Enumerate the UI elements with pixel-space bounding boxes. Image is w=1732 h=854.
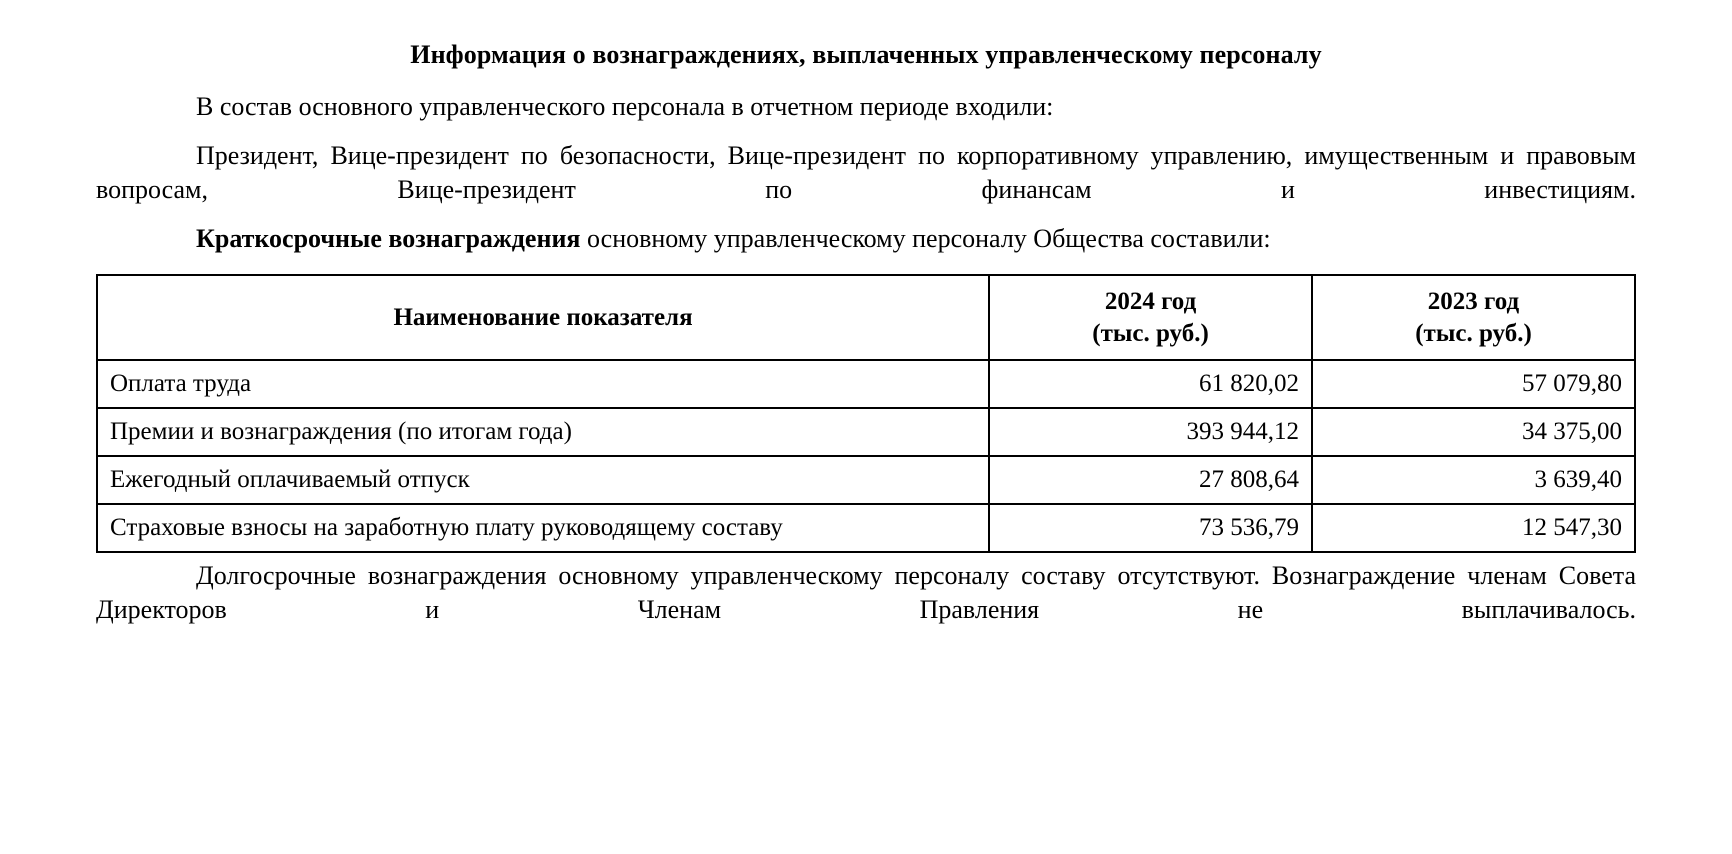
column-header-indicator: Наименование показателя — [97, 275, 989, 360]
short-term-text: основному управленческому персоналу Общества составили: — [580, 223, 1271, 253]
row-value-2024: 61 820,02 — [989, 360, 1312, 408]
table-header-row — [97, 275, 1635, 360]
table-row — [97, 360, 1635, 408]
page-title: Информация о вознаграждениях, выплаченных управленческому персоналу — [410, 40, 1322, 69]
row-value-2023: 57 079,80 — [1312, 360, 1635, 408]
footer-note-paragraph: Долгосрочные вознаграждения основному управленческому персоналу составу отсутствуют. Вознаграждение членам Совета Директоров и Членам Правления не выплачивалось. — [96, 560, 1636, 625]
row-indicator: Оплата труда — [97, 360, 989, 408]
column-header-2024-units: (тыс. руб.) — [1092, 319, 1209, 347]
short-term-paragraph — [96, 222, 1636, 257]
row-value-2024: 393 944,12 — [989, 408, 1312, 456]
table-row — [97, 504, 1635, 552]
column-header-2024 — [989, 275, 1312, 360]
column-header-2023 — [1312, 275, 1635, 360]
row-value-2023: 3 639,40 — [1312, 456, 1635, 504]
compensation-table — [96, 274, 1636, 553]
column-header-2023-units: (тыс. руб.) — [1415, 319, 1532, 347]
column-header-2024-year: 2024 год — [1104, 288, 1197, 316]
table-row — [97, 456, 1635, 504]
row-value-2024: 73 536,79 — [989, 504, 1312, 552]
short-term-label: Краткосрочные вознаграждения — [196, 223, 581, 253]
row-value-2024: 27 808,64 — [989, 456, 1312, 504]
row-indicator: Страховые взносы на заработную плату руководящему составу — [97, 504, 989, 552]
row-indicator: Ежегодный оплачиваемый отпуск — [97, 456, 989, 504]
table-row — [97, 408, 1635, 456]
row-value-2023: 34 375,00 — [1312, 408, 1635, 456]
intro-paragraph: В состав основного управленческого персонала в отчетном периоде входили: — [196, 92, 1054, 121]
row-value-2023: 12 547,30 — [1312, 504, 1635, 552]
personnel-paragraph: Президент, Вице-президент по безопасности, Вице-президент по корпоративному управлению, имущественным и правовым вопросам, Вице-президент по финансам и инвестициям. — [96, 140, 1636, 205]
row-indicator: Премии и вознаграждения (по итогам года) — [97, 408, 989, 456]
column-header-2023-year: 2023 год — [1427, 288, 1520, 316]
